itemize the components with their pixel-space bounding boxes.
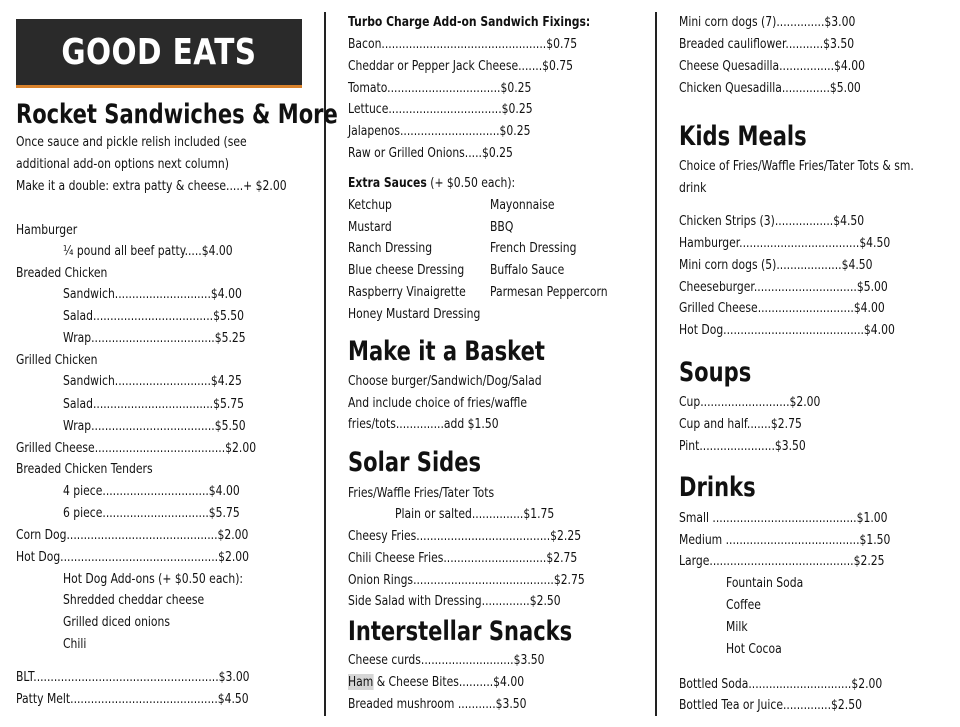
kids-intro: Choice of Fries/Waffle Fries/Tater Tots & sm. [679, 158, 914, 174]
fixing-item: Bacon................................................$0.75 [348, 36, 578, 52]
sauce-item: Parmesan Peppercorn [490, 284, 608, 300]
bottled-item: Bottled Tea or Juice..............$2.50 [679, 697, 862, 713]
menu-item: Grilled Cheese......................................$2.00 [16, 440, 257, 456]
menu-item: Shredded cheddar cheese [63, 592, 205, 608]
menu-item: 6 piece...............................$5.75 [63, 505, 240, 521]
kids-item: Mini corn dogs (5)...................$4.50 [679, 257, 873, 273]
sauce-item: Raspberry Vinaigrette [348, 284, 466, 300]
snack-item: Chicken Quesadilla..............$5.00 [679, 80, 861, 96]
fixings-title: Turbo Charge Add-on Sandwich Fixings: [348, 14, 591, 30]
basket-line: Choose burger/Sandwich/Dog/Salad [348, 373, 542, 389]
menu-item: Patty Melt...........................................$4.50 [16, 691, 249, 707]
menu-item: Wrap....................................$5.25 [63, 330, 246, 346]
sauce-item: Honey Mustard Dressing [348, 306, 481, 322]
kids-item: Cheeseburger..............................$5.00 [679, 279, 888, 295]
menu-item: Breaded Chicken Tenders [16, 461, 153, 477]
sauces-note: (+ $0.50 each): [426, 175, 516, 191]
sauce-item: Ranch Dressing [348, 240, 433, 256]
heading-basket: Make it a Basket [348, 336, 545, 367]
drink-kind: Coffee [726, 597, 761, 613]
fixing-item: Tomato.................................$0.25 [348, 80, 532, 96]
soup-item: Cup..........................$2.00 [679, 394, 821, 410]
sauce-item: Mustard [348, 219, 392, 235]
drink-kind: Hot Cocoa [726, 641, 782, 657]
snack-item: Mini corn dogs (7)..............$3.00 [679, 14, 856, 30]
sauce-item: French Dressing [490, 240, 577, 256]
side-item: Fries/Waffle Fries/Tater Tots [348, 485, 495, 501]
snack-item-rest: & Cheese Bites..........$4.00 [376, 674, 525, 690]
menu-item: Wrap....................................$5.50 [63, 418, 246, 434]
intro-line: additional add-on options next column) [16, 156, 229, 172]
snack-item: Breaded mushroom ...........$3.50 [348, 696, 527, 712]
heading-soups: Soups [679, 357, 752, 388]
menu-item: Hot Dog..............................................$2.00 [16, 549, 250, 565]
menu-item: Sandwich............................$4.00 [63, 286, 242, 302]
sauce-item: Mayonnaise [490, 197, 555, 213]
soup-item: Cup and half.......$2.75 [679, 416, 802, 432]
menu-item: Grilled Chicken [16, 352, 98, 368]
fixing-item: Lettuce.................................$0.25 [348, 101, 533, 117]
bottled-item: Bottled Soda..............................$2.00 [679, 676, 883, 692]
kids-item: Grilled Cheese............................$4.00 [679, 300, 885, 316]
menu-item: Hot Dog Add-ons (+ $0.50 each): [63, 571, 244, 587]
heading-interstellar-snacks: Interstellar Snacks [348, 616, 573, 647]
highlighted-word: Ham [348, 674, 374, 690]
sauces-header [348, 175, 515, 192]
banner-title: GOOD EATS [61, 31, 257, 73]
fixing-item: Jalapenos.............................$0.25 [348, 123, 531, 139]
menu-item: Hamburger [16, 222, 78, 238]
side-item: Chili Cheese Fries..............................$2.75 [348, 550, 578, 566]
drink-size: Large..........................................$2.25 [679, 553, 885, 569]
drink-kind: Milk [726, 619, 748, 635]
menu-item: ¼ pound all beef patty.....$4.00 [63, 243, 233, 259]
intro-line: Make it a double: extra patty & cheese.....+ $2.00 [16, 178, 287, 194]
kids-item: Chicken Strips (3).................$4.50 [679, 213, 865, 229]
side-item: Onion Rings.........................................$2.75 [348, 572, 585, 588]
snack-item: Cheese curds...........................$3.50 [348, 652, 545, 668]
menu-item: Salad...................................$5.50 [63, 308, 245, 324]
side-item: Cheesy Fries.......................................$2.25 [348, 528, 582, 544]
menu-item: 4 piece...............................$4.00 [63, 483, 240, 499]
side-item: Plain or salted...............$1.75 [395, 506, 555, 522]
soup-item: Pint......................$3.50 [679, 438, 806, 454]
sauce-item: Buffalo Sauce [490, 262, 565, 278]
banner [16, 19, 302, 88]
kids-item: Hot Dog.........................................$4.00 [679, 322, 895, 338]
side-item: Side Salad with Dressing..............$2.50 [348, 593, 561, 609]
intro-line: Once sauce and pickle relish included (see [16, 134, 247, 150]
fixing-item: Raw or Grilled Onions.....$0.25 [348, 145, 513, 161]
menu-item: Grilled diced onions [63, 614, 171, 630]
heading-drinks: Drinks [679, 472, 756, 503]
drink-size: Medium .......................................$1.50 [679, 532, 891, 548]
fixing-item: Cheddar or Pepper Jack Cheese.......$0.75 [348, 58, 574, 74]
heading-rocket-sandwiches: Rocket Sandwiches & More [16, 99, 338, 130]
sauce-item: BBQ [490, 219, 514, 235]
menu-item: Sandwich............................$4.25 [63, 373, 242, 389]
menu-item: Chili [63, 636, 87, 652]
snack-item: Cheese Quesadilla................$4.00 [679, 58, 865, 74]
snack-item: Breaded cauliflower...........$3.50 [679, 36, 855, 52]
drink-size: Small ..........................................$1.00 [679, 510, 888, 526]
basket-line: fries/tots..............add $1.50 [348, 416, 499, 432]
sauce-item: Blue cheese Dressing [348, 262, 465, 278]
menu-item: Salad...................................$5.75 [63, 396, 245, 412]
sauces-title: Extra Sauces [348, 175, 427, 191]
basket-line: And include choice of fries/waffle [348, 395, 528, 411]
menu-item: Corn Dog............................................$2.00 [16, 527, 249, 543]
sauce-item: Ketchup [348, 197, 392, 213]
menu-item: BLT......................................................$3.00 [16, 669, 250, 685]
snack-item [348, 674, 524, 691]
kids-intro: drink [679, 180, 707, 196]
column-divider-2 [655, 12, 657, 716]
kids-item: Hamburger...................................$4.50 [679, 235, 891, 251]
heading-solar-sides: Solar Sides [348, 447, 482, 478]
drink-kind: Fountain Soda [726, 575, 804, 591]
heading-kids-meals: Kids Meals [679, 121, 807, 152]
menu-item: Breaded Chicken [16, 265, 108, 281]
